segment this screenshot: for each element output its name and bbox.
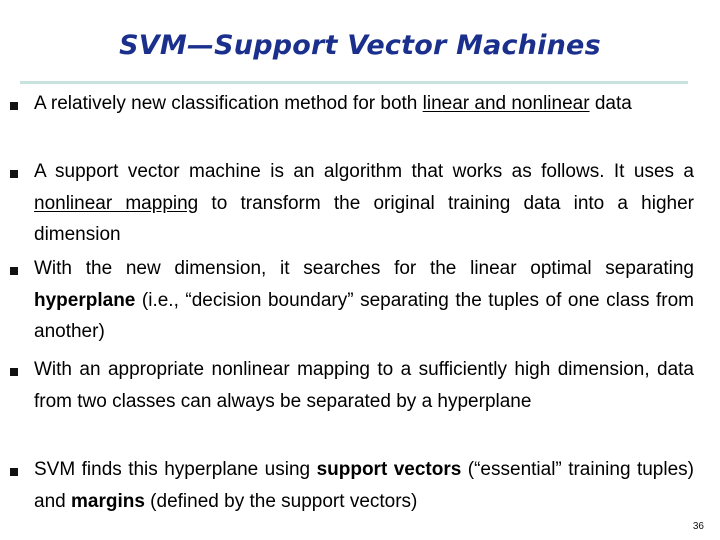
text-run: SVM finds this hyperplane using [34,459,317,480]
square-bullet-icon [10,170,18,178]
text-run: to transform the original training data into a higher dimension [34,192,694,245]
square-bullet-icon [10,368,18,376]
text-run: With the new dimension, it searches for the linear optimal separating [34,258,694,279]
bullet-text [34,354,694,417]
text-run: data [589,93,632,114]
underlined-term: nonlinear mapping [34,192,199,214]
bold-term: margins [70,490,145,512]
underlined-term: linear and nonlinear [422,93,590,114]
text-run: A relatively new classification method for both [34,93,423,114]
bullet-text [34,156,694,251]
bold-term: support vectors [316,459,462,480]
slide-title: SVM—Support Vector Machines [119,30,601,61]
square-bullet-icon [10,102,18,110]
text-run: (“essential” training tuples) and [34,459,694,512]
text-run: With an appropriate nonlinear mapping to a sufficiently high dimension, data from two classes can always be separated by a hyperplane [34,359,694,412]
page-number: 36 [692,521,704,532]
square-bullet-icon [10,267,18,275]
square-bullet-icon [10,468,18,476]
title-divider [20,81,688,84]
bullet-text [34,88,694,120]
bullet-text [34,253,694,348]
text-run: A support vector machine is an algorithm that works as follows. It uses a [34,161,694,182]
text-run: (defined by the support vectors) [144,490,418,512]
text-run: (i.e., “decision boundary” separating the tuples of one class from another) [34,289,694,342]
bullet-text [34,454,694,517]
bold-term: hyperplane [34,289,136,311]
